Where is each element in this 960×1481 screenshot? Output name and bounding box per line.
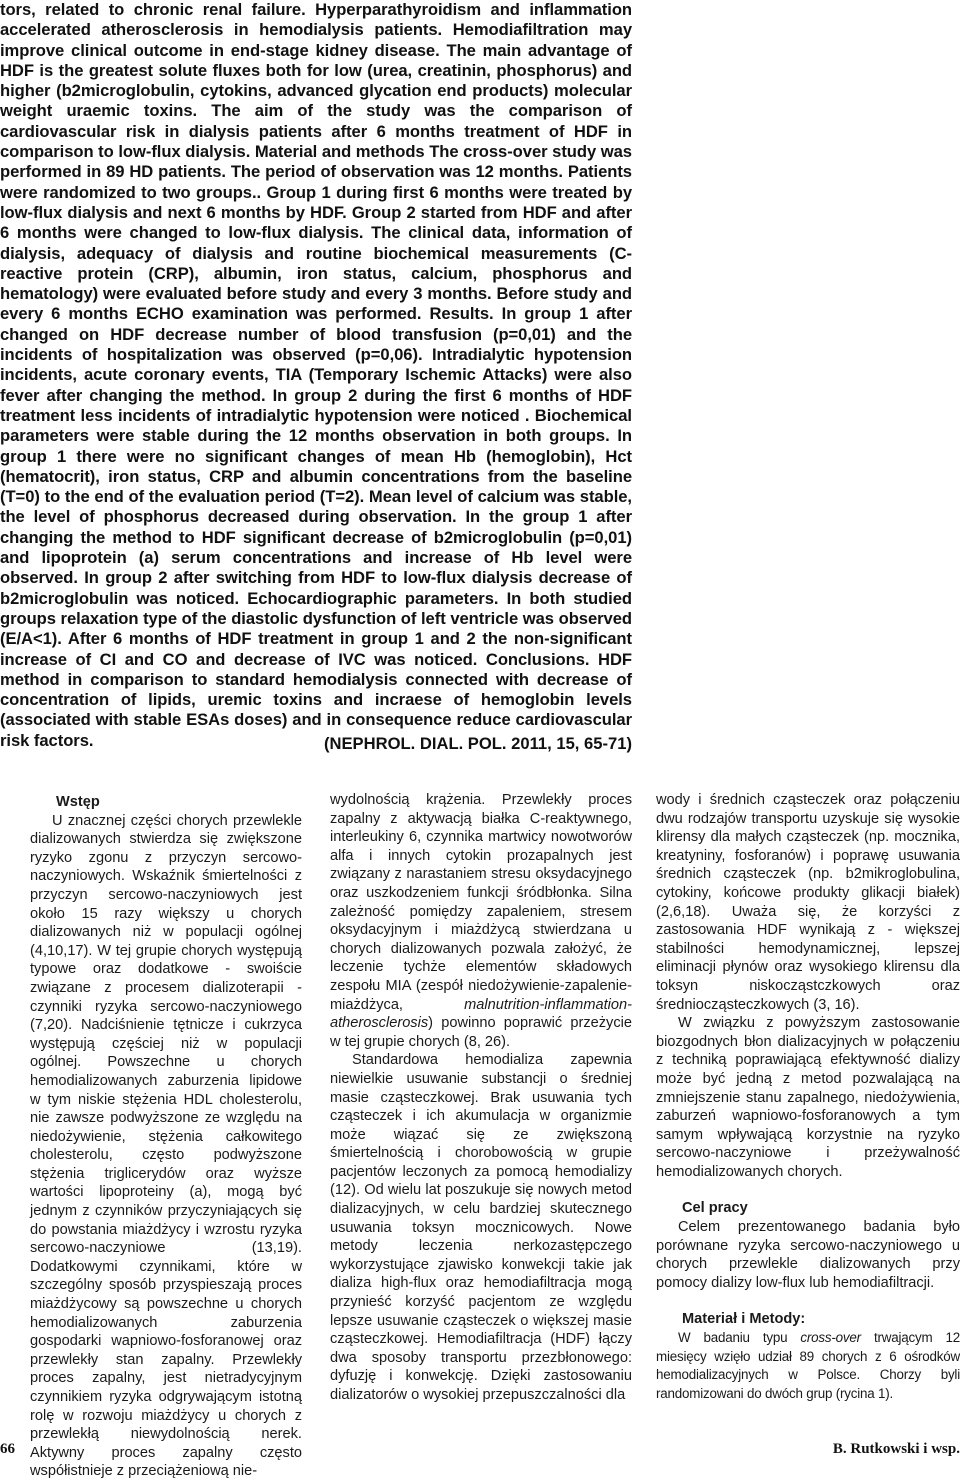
paragraph-text: ) powinno poprawić przeżycie w tej grupie chorych (8, 26). xyxy=(330,1015,632,1050)
paragraph: wody i średnich cząsteczek oraz połączeniu dwu rodzajów transportu uzyskuje się wysokie klirensy dla małych cząsteczek (np. mocznika, kreatyniny, fosforanów) i poprawę usuwania średnich cząsteczek (np. b2mikroglobulina, cytokiny, końcowe produkty glikacji białek) (2,6,18). Uważa się, że korzyści z zastosowania HDF wynikają z - większej stabilności hemodynamicznej, lepszej eliminacji płynów oraz wysokiego klirensu dla toksyn niskocząstczkowych oraz średniocząsteczkowych (3, 16). xyxy=(656,792,960,1013)
italic-term: malnutrition-inflammation-atherosclerosis xyxy=(330,996,632,1032)
paragraph-text: trwającym 12 miesięcy wzięło udział 89 chorych z 6 ośrodków hemodializacyjnych w Polsce. Chorzy byli randomizowani do dwóch grup (rycina 1). xyxy=(656,1330,960,1401)
page-number: 66 xyxy=(0,1441,15,1457)
italic-term: cross-over xyxy=(800,1330,861,1346)
citation: (NEPHROL. DIAL. POL. 2011, 15, 65-71) xyxy=(323,734,632,753)
running-author: B. Rutkowski i wsp. xyxy=(832,1441,960,1457)
paragraph-text: W badaniu typu xyxy=(678,1330,788,1346)
paragraph: U znacznej części chorych przewlekle dializowanych stwierdza się zwiększone ryzyko zgonu z przyczyn sercowo-naczyniowych. Wskaźnik śmiertelności z przyczyn sercowo-naczyniowych jest około 15 razy większy u chorych dializowanych niż w populacji ogólnej (4,10,17). W tej grupie chorych występują typowe oraz dodatkowe - swoiście związane z procesem dializoterapii - czynniki ryzyka sercowo-naczyniowego (7,20). Nadciśnienie tętnicze i cukrzyca występują częściej niż w populacji ogólnej. Powszechne u chorych hemodializowanych zaburzenia lipidowe w tym niskie stężenia HDL cholesterolu, nie zawsze podwyższone ze względu na niedożywienie, stężenia całkowitego cholesterolu, często podwyższone stężenia triglicerydów oraz wyższe wartości lipoproteiny (a), mogą być jednym z czynników przyczyniających się do powstania miażdżycy i wzrostu ryzyka sercowo-naczyniowe (13,19). Dodatkowymi czynnikami, które w szczególny sposób przyspieszają proces miażdżycowy są powszechne u chorych hemodializowanych zaburzenia gospodarki wapniowo-fosforanowej oraz przewlekły stan zapalny. Przewlekły proces zapalny, jest nietradycyjnym czynnikiem ryzyka odgrywającym istotną rolę w rozwoju miażdżycy u chorych z przewlekłą niewydolnością nerek. Aktywny proces zapalny często współistnieje z przeciążeniową nie- xyxy=(30,812,302,1480)
abstract xyxy=(0,0,632,751)
paragraph-text: wydolnością krążenia. Przewlekły proces zapalny z aktywacją białka C-reaktywnego, interleukiny 6, czynnika martwicy nowotworów alfa i innych cytokin prozapalnych jest związany z narastaniem stresu oksydacyjnego oraz uszkodzeniem funkcji śródbłonka. Silna zależność pomiędzy zapaleniem, stresem oksydacyjnym i miażdżycą stwierdzana u chorych dializowanych pozwala założyć, że leczenie tychże elementów składowych zespołu MIA (zespół niedożywienie-zapalenie-miażdżyca, xyxy=(330,792,632,1013)
abstract-text: tors, related to chronic renal failure. Hyperparathyroidism and inflammation accelerated atherosclerosis in hemodialysis patients. Hemodiafiltration may improve clinical outcome in end-stage kidney disease. The main advantage of HDF is the greatest solute fluxes both for low (urea, creatinin, phosphorus) and higher (b2microglobulin, cytokins, advanced glycation end products) molecular weight uraemic toxins. The aim of the study was the comparison of cardiovascular risk in dialysis patients after 6 months treatment of HDF in comparison to low-flux dialysis. Material and methods The cross-over study was performed in 89 HD patients. The period of observation was 12 months. Patients were randomized to two groups.. Group 1 during first 6 months were treated by low-flux dialysis and next 6 months by HDF. Group 2 started from HDF and after 6 months were changed to low-flux dialysis. The clinical data, information of dialysis, adequacy of dialysis and routine biochemical measurements (C-reactive protein (CRP), albumin, iron status, calcium, phosphorus and hematology) were evaluated before study and every 3 months. Before study and every 6 months ECHO examination was performed. Results. In group 1 after changed on HDF decrease number of blood transfusion (p=0,01) and the incidents of hospitalization was observed (p=0,06). Intradialytic hypotension incidents, acute coronary events, TIA (Temporary Ischemic Attacks) were also fever after changing the method. In group 2 during the first 6 months of HDF treatment less incidents of intradialytic hypotension were noticed . Biochemical parameters were stable during the 12 months observation in both groups. In group 1 there were no significant changes of mean Hb (hemoglobin), Hct (hematocrit), iron status, CRP and albumin concentrations from the baseline (T=0) to the end of the evaluation period (T=2). Mean level of calcium was stable, the level of phosphorus decreased during observation. In the group 1 after changing the method to HDF significant decrease of b2microglobulin (p=0,01) and lipoprotein (a) serum concentrations and increase of Hb level were observed. In group 2 after switching from HDF to low-flux dialysis decrease of b2microglobulin was noticed. Echocardiographic parameters. In both studied groups relaxation type of the diastolic dysfunction of left ventricle was observed (E/A<1). After 6 months of HDF treatment in group 1 and 2 the non-significant increase of CI and CO and decrease of IVC was noticed. Conclusions. HDF method in comparison to standard hemodialysis connected with decrease of concentration of lipids, uremic toxins and incraese of hemoglobin levels (associated with stable ESAs doses) and in consequence reduce cardiovascular risk factors. xyxy=(0,0,632,750)
column-2 xyxy=(330,791,632,1405)
section-heading-cel-pracy: Cel pracy xyxy=(682,1200,748,1217)
section-heading-material-i-metody: Materiał i Metody: xyxy=(682,1311,806,1328)
paragraph: W związku z powyższym zastosowanie biozgodnych błon dializacyjnych w połączeniu z techniką poprawiającą efektywność dializy może być jedną z metod pozwalającą na zmniejszenie stanu zapalnego, niedożywienia, zaburzeń wapniowo-fosforanowych a tym samym wpływającą korzystnie na ryzyko sercowo-naczyniowe i przeżywalność hemodializowanych chorych. xyxy=(656,1015,960,1180)
column-1 xyxy=(30,793,302,1481)
section-heading-wstep: Wstęp xyxy=(56,794,100,810)
column-3 xyxy=(656,791,960,1403)
paragraph: Standardowa hemodializa zapewnia niewielkie usuwanie substancji o średniej masie cząsteczkowej. Brak usuwania tych cząsteczek i ich akumulacja w organizmie może wiązać się ze zwiększoną śmiertelnością i chorobowością w grupie pacjentów leczonych za pomocą hemodializy (12). Od wielu lat poszukuje się nowych metod dializacyjnych, w celu bardziej skutecznego usuwania toksyn mocznicowych. Nowe metody leczenia nerkozastępczego wykorzystujące zjawisko konwekcji takie jak dializa high-flux oraz hemodiafiltracja mogą przynieść korzyść pacjentom ze względu lepsze usuwanie cząsteczek o większej masie cząsteczkowej. Hemodiafiltracja (HDF) łączy dwa sposoby transportu przezbłonowego: dyfuzję i konwekcję. Dzięki zastosowaniu dializatorów o wysokiej przepuszczalności dla xyxy=(330,1052,632,1403)
paragraph: Celem prezentowanego badania było porównane ryzyka sercowo-naczyniowego u chorych przewlekle dializowanych przy pomocy dializy low-flux lub hemodiafiltracji. xyxy=(656,1219,960,1291)
paragraph xyxy=(656,1329,960,1403)
paragraph xyxy=(330,791,632,1051)
